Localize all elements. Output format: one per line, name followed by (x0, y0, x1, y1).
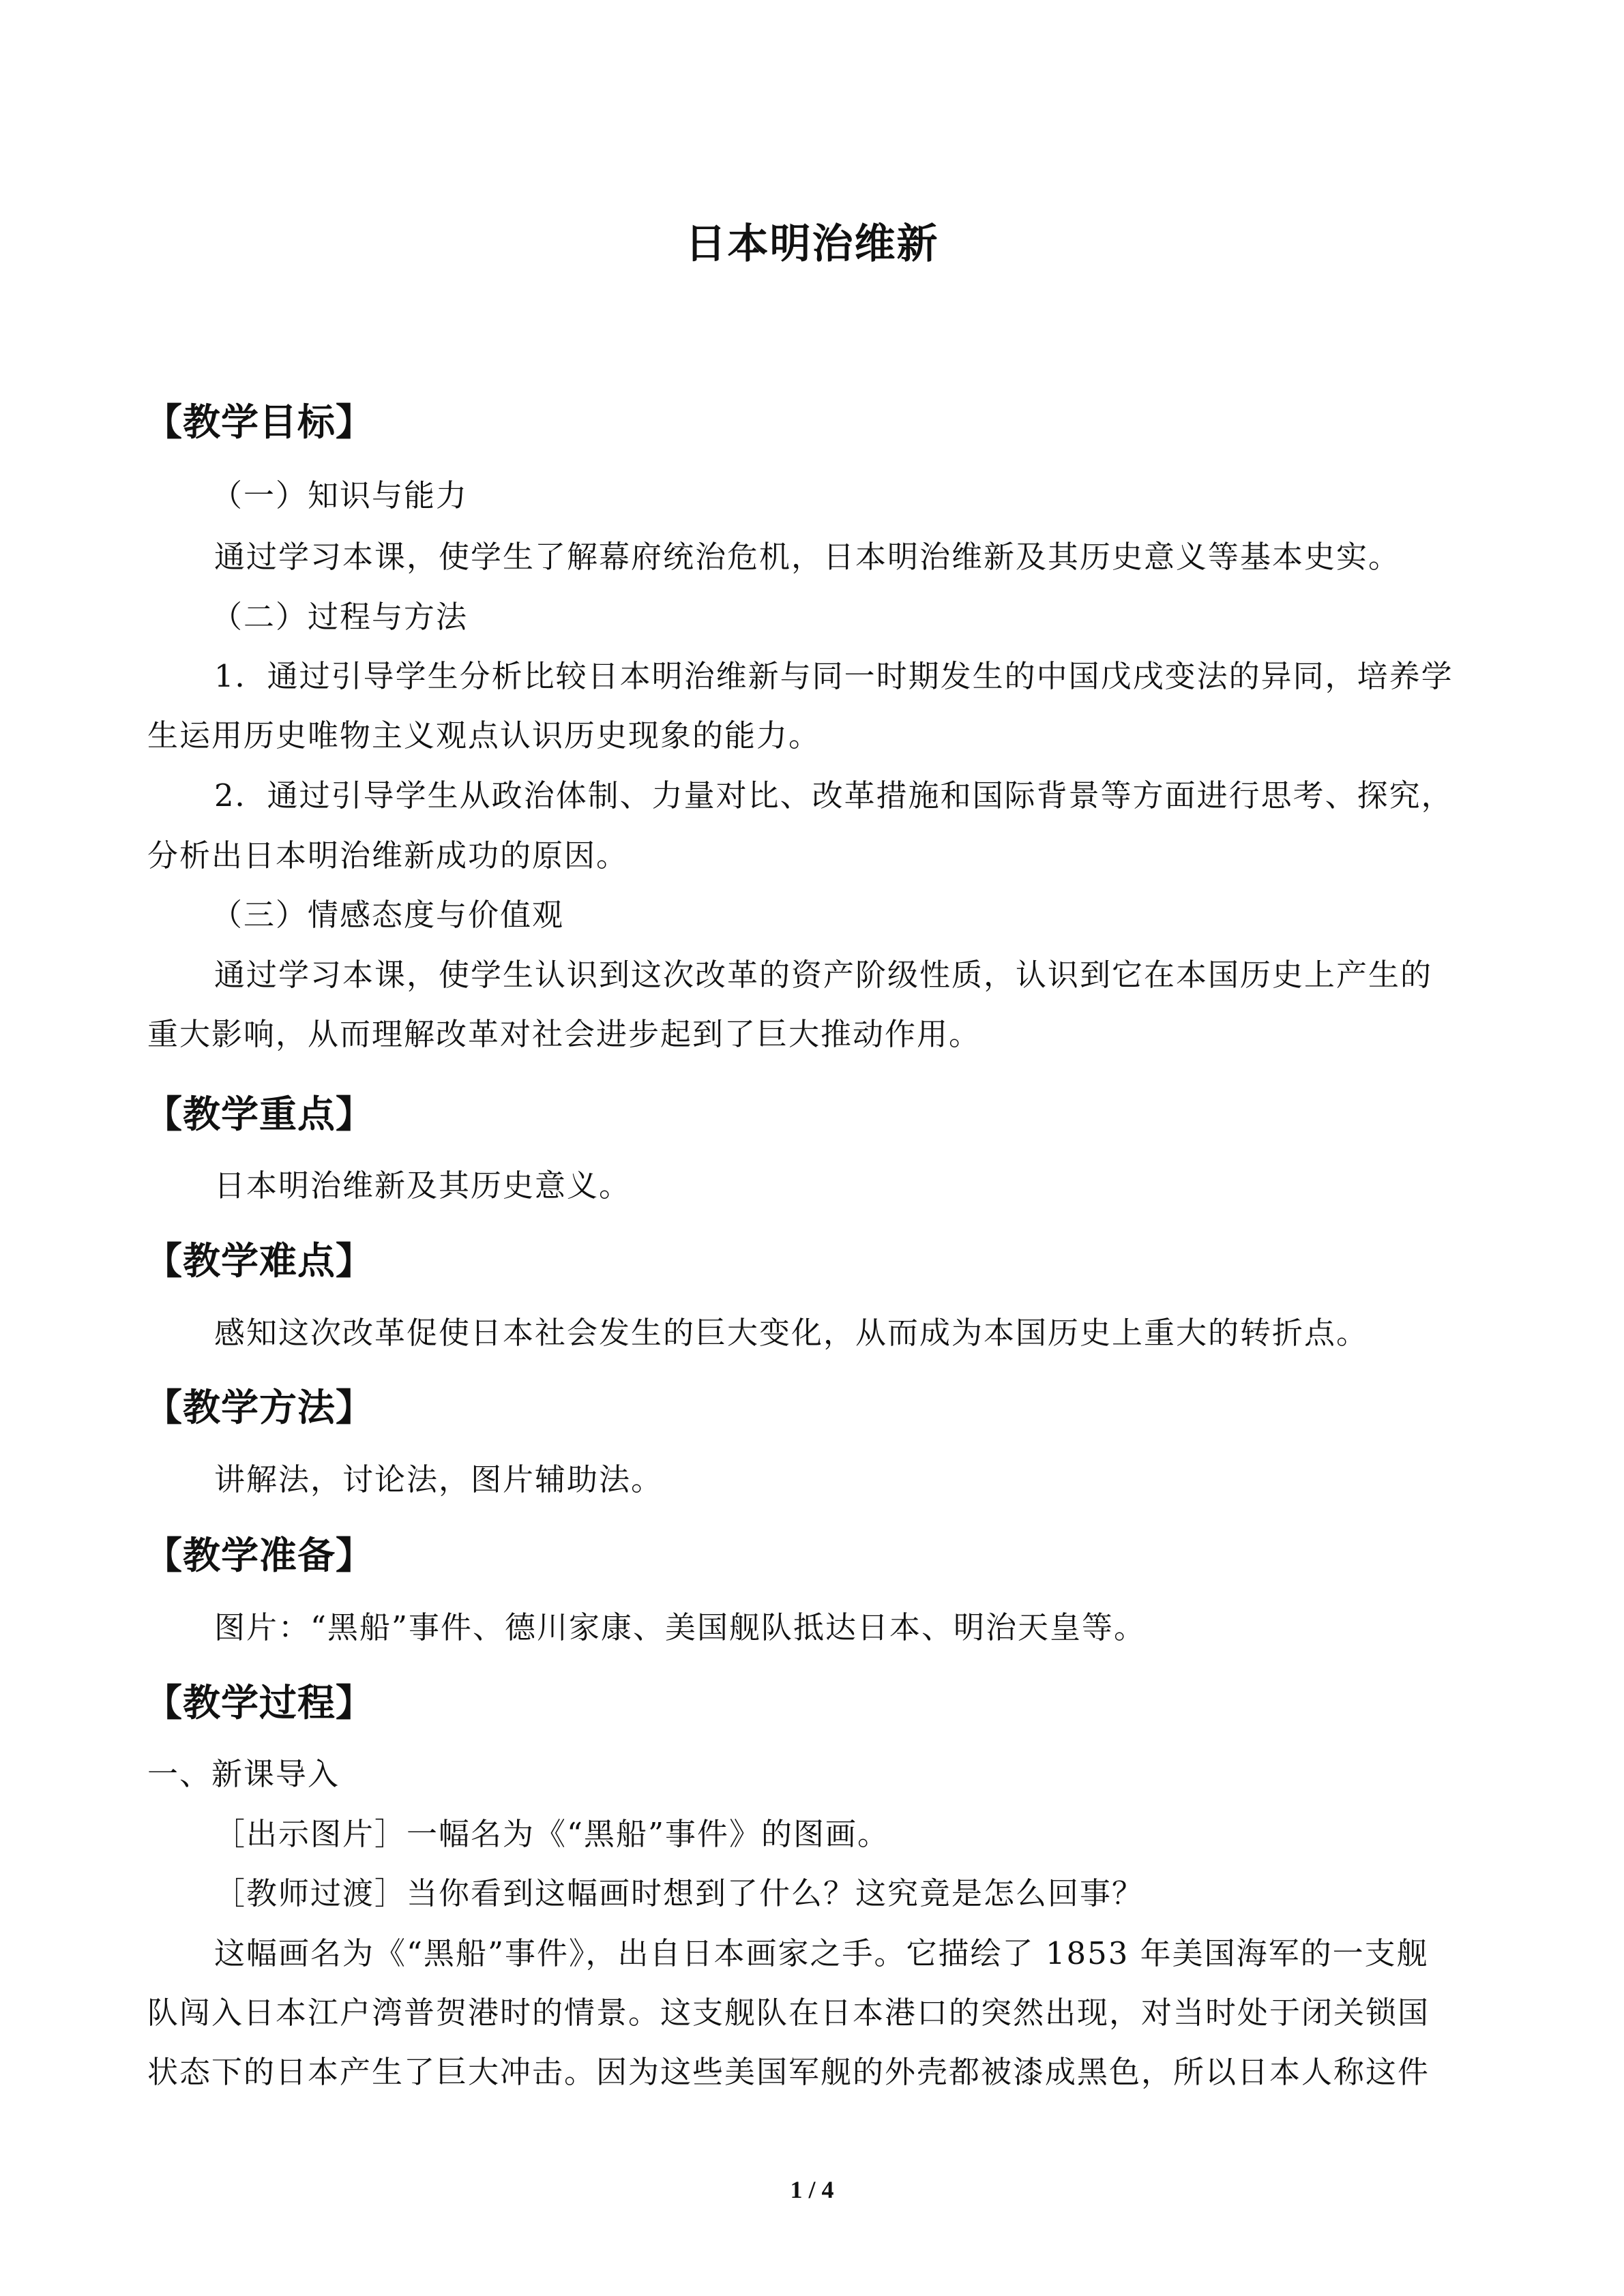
heading-objectives: 【教学目标】 (145, 400, 374, 444)
heading-key-points: 【教学重点】 (145, 1092, 374, 1136)
paragraph-values-line2: 重大影响，从而理解改革对社会进步起到了巨大推动作用。 (147, 1016, 981, 1052)
document-title: 日本明治维新 (685, 220, 939, 268)
paragraph-item2-line1: 2．通过引导学生从政治体制、力量对比、改革措施和国际背景等方面进行思考、探究， (214, 777, 1453, 814)
paragraph-blackship-line3: 状态下的日本产生了巨大冲击。因为这些美国军舰的外壳都被漆成黑色，所以日本人称这件 (147, 2054, 1430, 2090)
page-number: 1 / 4 (790, 2176, 834, 2203)
paragraph-show-image: ［出示图片］一幅名为《“黑船”事件》的图画。 (214, 1816, 890, 1852)
paragraph-methods: 讲解法，讨论法，图片辅助法。 (214, 1461, 664, 1497)
heading-difficulties: 【教学难点】 (145, 1239, 374, 1283)
subheading-process: （二）过程与方法 (211, 599, 469, 635)
subheading-knowledge: （一）知识与能力 (211, 477, 469, 513)
heading-process: 【教学过程】 (145, 1681, 374, 1725)
paragraph-blackship-line2: 队闯入日本江户湾普贺港时的情景。这支舰队在日本港口的突然出现，对当时处于闭关锁国 (147, 1995, 1430, 2031)
subheading-intro: 一、新课导入 (147, 1756, 340, 1792)
subheading-values: （三）情感态度与价值观 (211, 897, 565, 933)
heading-methods: 【教学方法】 (145, 1386, 374, 1429)
paragraph-item1-line1: 1．通过引导学生分析比较日本明治维新与同一时期发生的中国戊戌变法的异同，培养学 (214, 658, 1453, 694)
paragraph-key-points: 日本明治维新及其历史意义。 (214, 1167, 632, 1204)
paragraph-item2-line2: 分析出日本明治维新成功的原因。 (147, 837, 629, 874)
paragraph-transition: ［教师过渡］当你看到这幅画时想到了什么？这究竟是怎么回事？ (214, 1875, 1145, 1911)
heading-preparation: 【教学准备】 (145, 1534, 374, 1577)
paragraph-difficulties: 感知这次改革促使日本社会发生的巨大变化，从而成为本国历史上重大的转折点。 (214, 1315, 1369, 1351)
paragraph-preparation: 图片：“黑船”事件、德川家康、美国舰队抵达日本、明治天皇等。 (214, 1609, 1147, 1645)
paragraph-knowledge: 通过学习本课，使学生了解幕府统治危机，日本明治维新及其历史意义等基本史实。 (214, 539, 1401, 575)
paragraph-values-line1: 通过学习本课，使学生认识到这次改革的资产阶级性质，认识到它在本国历史上产生的 (214, 957, 1433, 993)
paragraph-blackship-line1: 这幅画名为《“黑船”事件》，出自日本画家之手。它描绘了 1853 年美国海军的一支舰 (214, 1935, 1429, 1971)
paragraph-item1-line2: 生运用历史唯物主义观点认识历史现象的能力。 (147, 717, 821, 754)
